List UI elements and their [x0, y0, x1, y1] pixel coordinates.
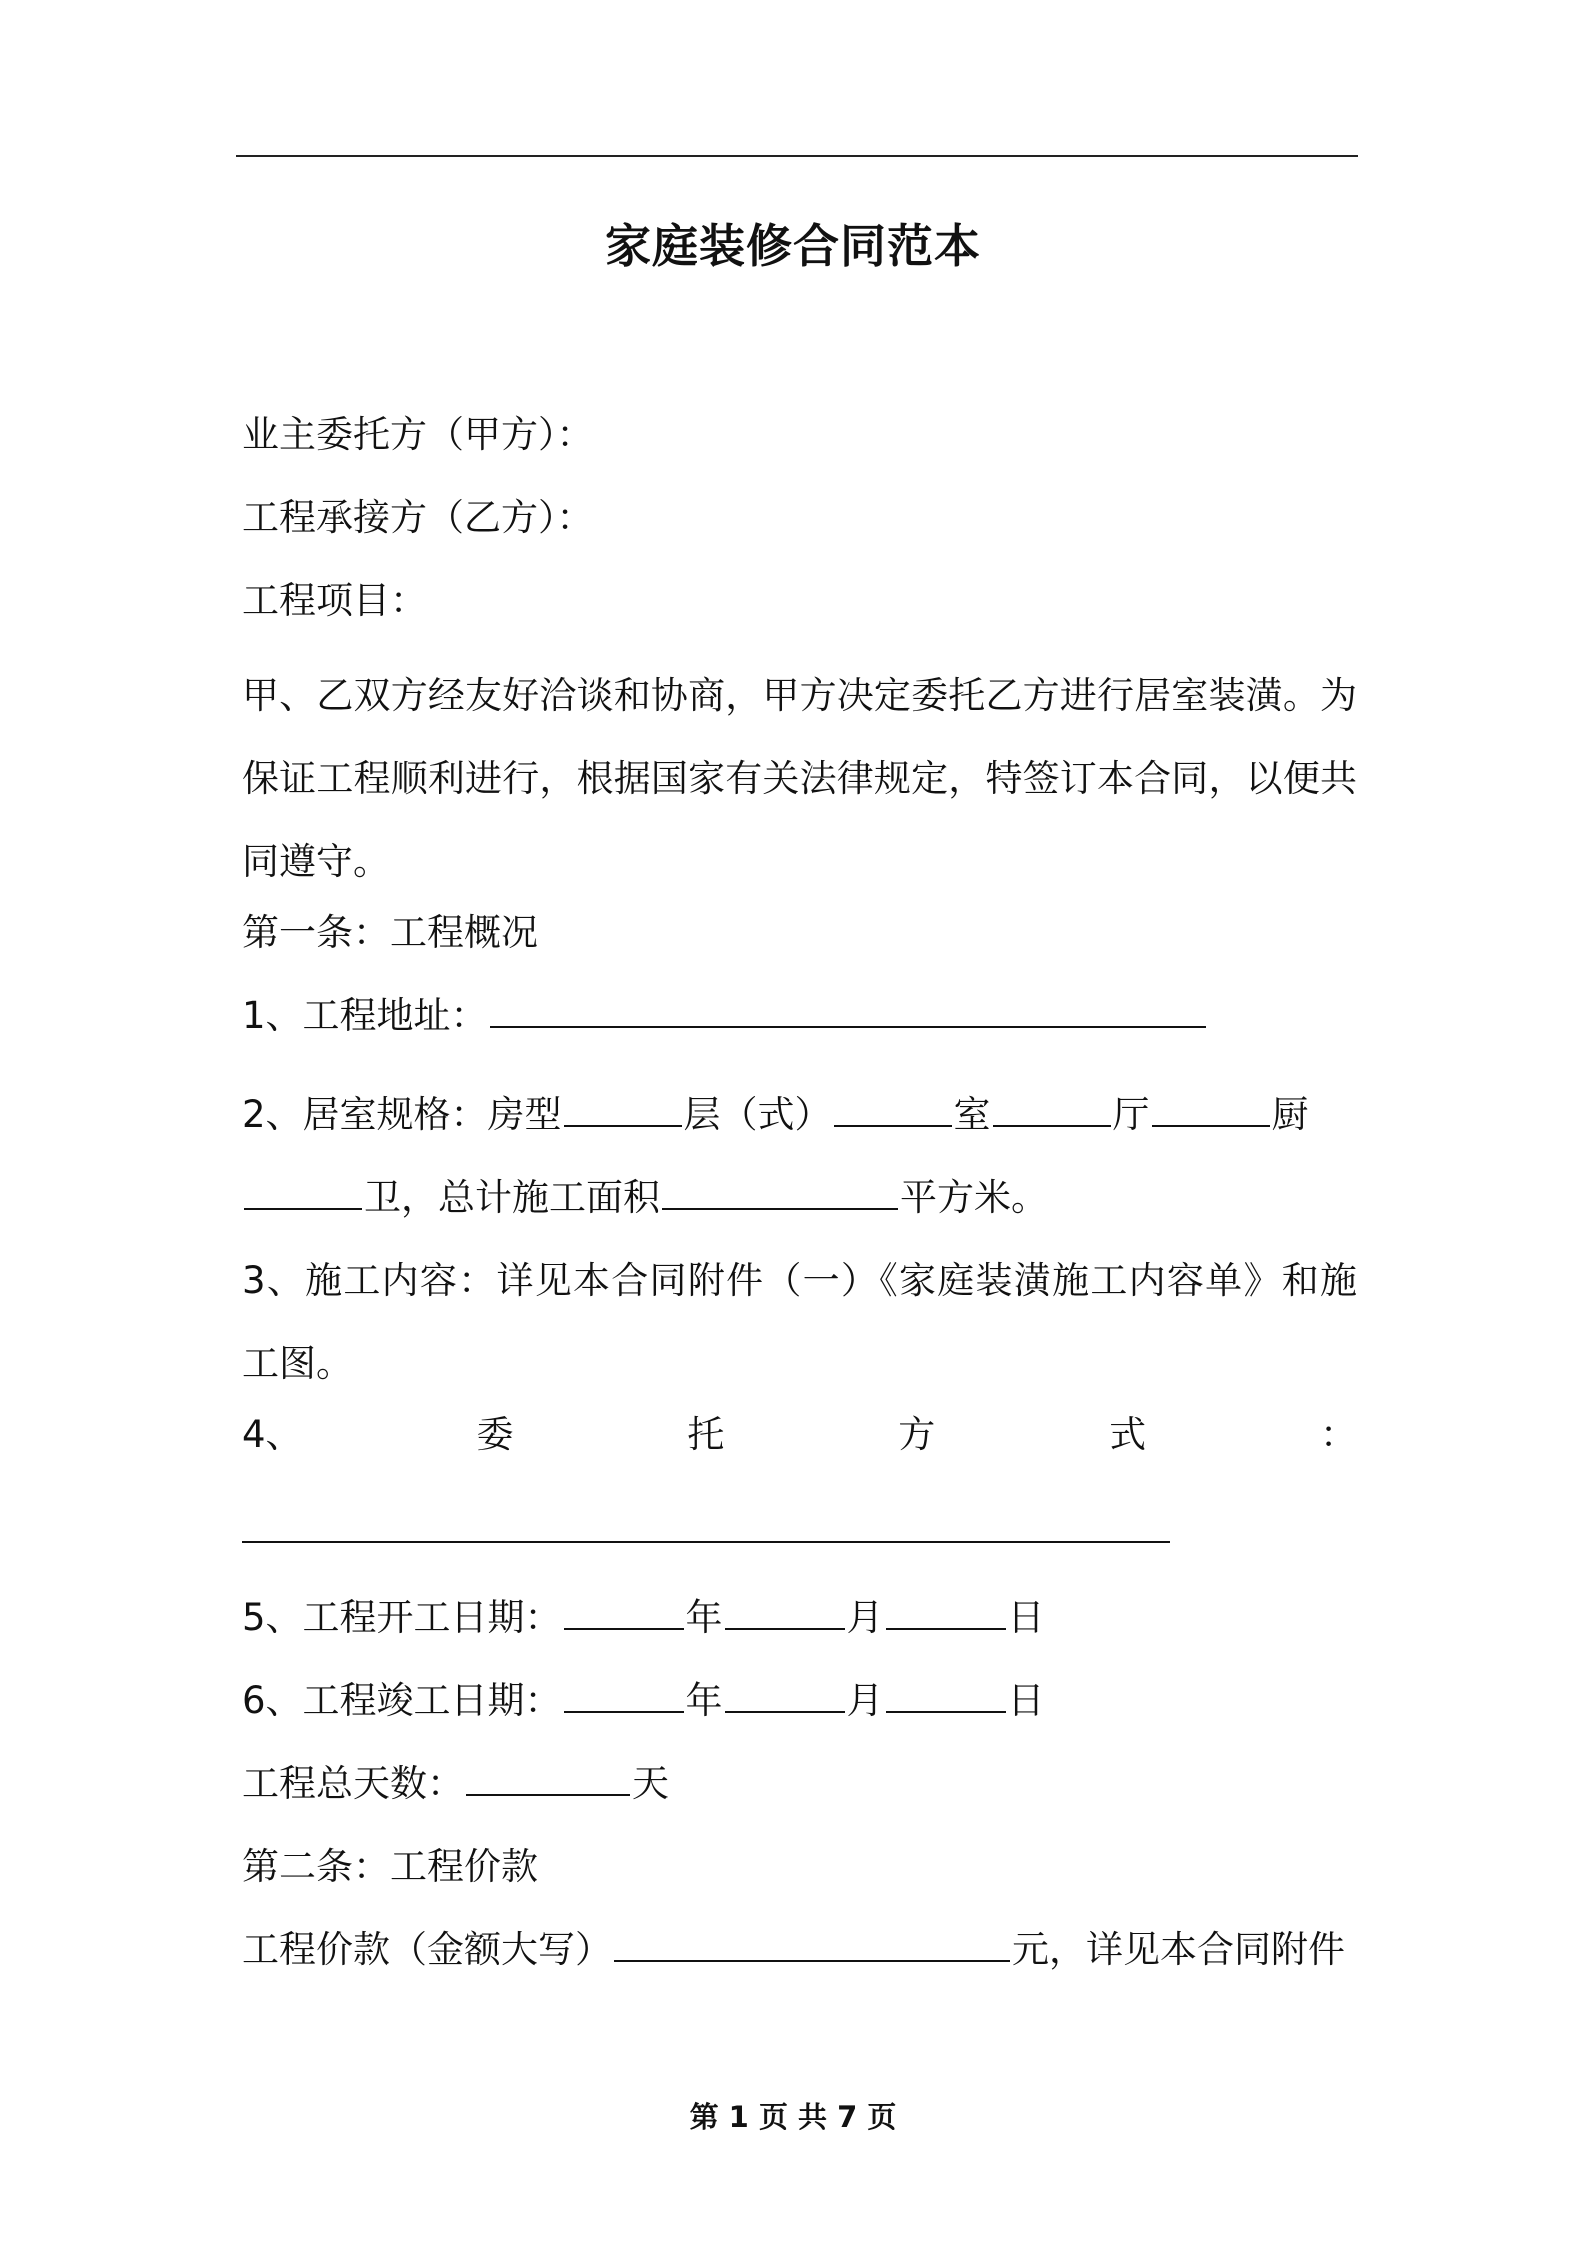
contractor-line	[242, 488, 1357, 571]
end-month-blank	[725, 1674, 845, 1713]
entrust-char-3: 托	[687, 1413, 725, 1456]
price-blank	[614, 1923, 1010, 1962]
price-suffix: 元，详见本合同附件	[1012, 1928, 1345, 1971]
entrust-char-6: ：	[1320, 1413, 1357, 1456]
end-year-unit: 年	[685, 1679, 723, 1722]
total-days-line	[242, 1754, 1357, 1837]
price-label: 工程价款（金额大写）	[242, 1928, 612, 1971]
start-day-unit: 日	[1007, 1596, 1045, 1639]
article1-heading	[242, 903, 1357, 986]
area-unit: 平方米。	[900, 1176, 1048, 1219]
entrust-char-1: 4、	[242, 1413, 303, 1456]
entrust-char-4: 方	[898, 1413, 936, 1456]
hall-label: 厅	[1112, 1093, 1150, 1136]
project-line	[242, 571, 1357, 654]
entrust-mode-line	[242, 1405, 1357, 1501]
content-paragraph: 3、施工内容：详见本合同附件（一）《家庭装潢施工内容单》和施工图。	[242, 1259, 1357, 1385]
entrust-char-5: 式	[1109, 1413, 1147, 1456]
contractor-label: 工程承接方（乙方）：	[242, 496, 594, 539]
owner-label: 业主委托方（甲方）：	[242, 413, 594, 456]
room-label: 室	[953, 1093, 991, 1136]
total-days-label: 工程总天数：	[242, 1762, 464, 1805]
total-days-blank	[466, 1757, 630, 1796]
end-day-unit: 日	[1007, 1679, 1045, 1722]
end-year-blank	[564, 1674, 684, 1713]
project-label: 工程项目：	[242, 579, 427, 622]
article2-heading	[242, 1837, 1357, 1920]
entrust-char-2: 委	[476, 1413, 514, 1456]
room-blank	[993, 1088, 1111, 1127]
address-blank	[490, 989, 1206, 1028]
kitchen-label: 厨	[1271, 1093, 1309, 1136]
article2-heading-text: 第二条：工程价款	[242, 1845, 538, 1888]
start-month-unit: 月	[846, 1596, 884, 1639]
article1-heading-text: 第一条：工程概况	[242, 911, 538, 954]
owner-line	[242, 405, 1357, 488]
hall-blank	[1152, 1088, 1270, 1127]
area-blank	[662, 1171, 898, 1210]
start-date-line	[242, 1588, 1357, 1671]
end-date-label: 6、工程竣工日期：	[242, 1679, 562, 1722]
header-rule	[236, 155, 1358, 157]
address-line	[242, 986, 1357, 1073]
total-days-unit: 天	[632, 1762, 669, 1805]
entrust-blank-line	[242, 1501, 1357, 1588]
room-spec-paragraph	[242, 1073, 1357, 1239]
entrust-blank	[242, 1504, 1170, 1543]
end-month-unit: 月	[846, 1679, 884, 1722]
start-day-blank	[886, 1591, 1006, 1630]
document-title: 家庭装修合同范本	[605, 219, 981, 273]
bath-blank	[244, 1171, 362, 1210]
room-spec-label: 2、居室规格：房型	[242, 1093, 562, 1136]
end-date-line	[242, 1671, 1357, 1754]
start-year-blank	[564, 1591, 684, 1630]
start-month-blank	[725, 1591, 845, 1630]
room-type-blank	[564, 1088, 682, 1127]
start-date-label: 5、工程开工日期：	[242, 1596, 562, 1639]
floor-label: 层（式）	[683, 1093, 832, 1136]
document-body	[242, 405, 1357, 2003]
floor-blank	[834, 1088, 952, 1127]
start-year-unit: 年	[685, 1596, 723, 1639]
bath-area-label: 卫，总计施工面积	[364, 1176, 660, 1219]
preamble-paragraph: 甲、乙双方经友好洽谈和协商，甲方决定委托乙方进行居室装潢。为保证工程顺利进行，根据国家有关法律规定，特签订本合同，以便共同遵守。	[242, 674, 1357, 883]
end-day-blank	[886, 1674, 1006, 1713]
page-number: 第 1 页 共 7 页	[689, 2100, 897, 2134]
address-label: 1、工程地址：	[242, 994, 488, 1037]
price-line	[242, 1920, 1357, 2003]
